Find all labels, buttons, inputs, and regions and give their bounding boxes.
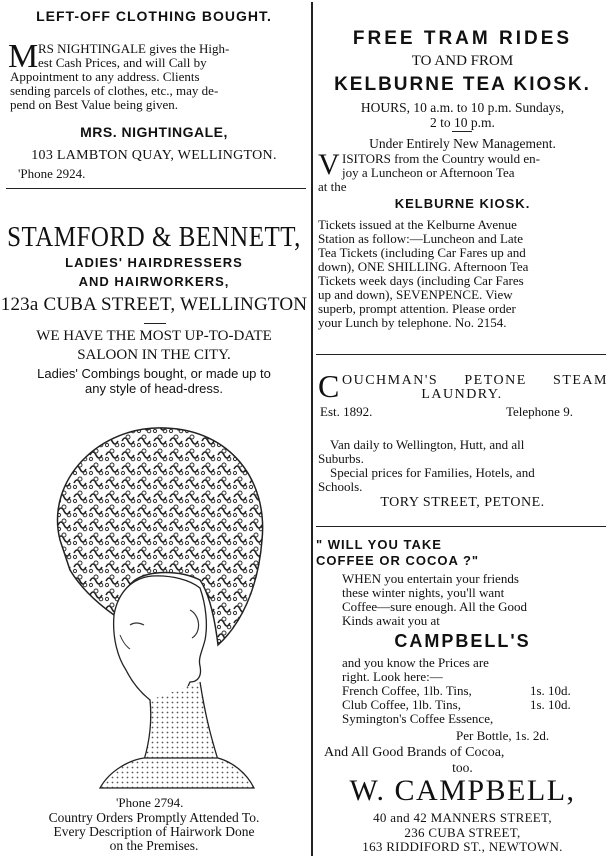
right-column	[316, 0, 609, 856]
stamford-title: STAMFORD & BENNETT,	[7, 221, 301, 253]
kiosk-title: FREE TRAM RIDES	[352, 28, 573, 49]
kiosk-tickets-2: Station as follow:—Luncheon and Late	[318, 231, 524, 246]
lady-portrait-illustration	[40, 420, 270, 790]
stamford-saloon-2: SALOON IN THE CITY.	[77, 347, 231, 363]
ad-divider	[316, 354, 606, 355]
campbell-item-3-name: Symington's Coffee Essence,	[342, 711, 494, 726]
laundry-van-2: Suburbs.	[318, 451, 364, 466]
campbell-name: W. CAMPBELL,	[349, 774, 576, 807]
stamford-sub-2: AND HAIRWORKERS,	[78, 274, 230, 289]
clothing-line-5: pend on Best Value being given.	[10, 97, 179, 112]
stamford-footer-1: Country Orders Promptly Attended To.	[48, 810, 260, 825]
laundry-special-1: Special prices for Families, Hotels, and	[330, 465, 535, 480]
campbell-head-2: COFFEE OR COCOA ?"	[316, 553, 480, 568]
kiosk-tickets-6: up and down), SEVENPENCE. View	[318, 287, 513, 302]
campbell-prices-1: and you know the Prices are	[342, 655, 489, 670]
kiosk-tickets-5: Tickets week days (including Car Fares	[318, 273, 524, 288]
stamford-combings-2: any style of head-dress.	[84, 381, 224, 396]
clothing-address: 103 LAMBTON QUAY, WELLINGTON.	[31, 148, 277, 163]
short-rule	[144, 323, 166, 324]
campbell-item-1-name: French Coffee, 1lb. Tins,	[342, 683, 472, 698]
campbell-prices-2: right. Look here:—	[342, 669, 443, 684]
campbell-when-4: Kinds await you at	[342, 613, 440, 628]
laundry-title-1: OUCHMAN'S PETONE STEAM	[342, 373, 608, 388]
kiosk-tickets-3: Tea Tickets (including Car Fares up and	[318, 245, 526, 260]
clothing-name: MRS. NIGHTINGALE,	[80, 124, 228, 140]
campbell-head-1: " WILL YOU TAKE	[316, 537, 442, 552]
kiosk-sub: TO AND FROM	[411, 53, 514, 69]
campbell-when-3: Coffee—sure enough. All the Good	[342, 599, 527, 614]
kiosk-hours-1: HOURS, 10 a.m. to 10 p.m. Sundays,	[360, 100, 565, 115]
kiosk-tickets-1: Tickets issued at the Kelburne Avenue	[318, 217, 517, 232]
kiosk-hours-2: 2 to 10 p.m.	[430, 115, 495, 130]
stamford-saloon-1: WE HAVE THE MOST UP-TO-DATE	[36, 328, 272, 344]
laundry-special-2: Schools.	[318, 479, 363, 494]
campbell-address-3: 163 RIDDIFORD ST., NEWTOWN.	[362, 839, 563, 854]
campbell-when-1: WHEN you entertain your friends	[342, 571, 519, 586]
campbell-address-1: 40 and 42 MANNERS STREET,	[373, 810, 552, 825]
clothing-heading: LEFT-OFF CLOTHING BOUGHT.	[36, 8, 272, 24]
kiosk-tickets-4: down), ONE SHILLING. Afternoon Tea	[318, 259, 529, 274]
clothing-line-2: est Cash Prices, and will Call by	[38, 55, 207, 70]
ad-divider	[316, 526, 606, 527]
campbell-item-2-name: Club Coffee, 1lb. Tins,	[342, 697, 461, 712]
laundry-est: Est. 1892.	[320, 404, 373, 419]
campbell-brands-2: too.	[452, 760, 473, 775]
stamford-combings-1: Ladies' Combings bought, or made up to	[37, 366, 271, 381]
campbell-when-2: these winter nights, you'll want	[342, 585, 505, 600]
kiosk-kiosk-name: KELBURNE KIOSK.	[394, 196, 531, 211]
clothing-line-3: Appointment to any address. Clients	[10, 69, 200, 84]
campbell-address-2: 236 CUBA STREET,	[404, 825, 521, 840]
clothing-line-4: sending parcels of clothes, etc., may de-	[10, 83, 219, 98]
campbell-item-2-price: 1s. 10d.	[530, 697, 571, 712]
campbell-per-bottle: Per Bottle, 1s. 2d.	[456, 728, 550, 743]
kiosk-visitors-2: joy a Luncheon or Afternoon Tea	[342, 165, 515, 180]
kiosk-tickets-8: your Lunch by telephone. No. 2154.	[318, 315, 507, 330]
laundry-van-1: Van daily to Wellington, Hutt, and all	[330, 437, 525, 452]
kiosk-visitors-3: at the	[318, 179, 347, 194]
ad-divider	[6, 188, 306, 189]
clothing-drop-cap: M	[8, 38, 39, 75]
stamford-phone: 'Phone 2794.	[116, 795, 184, 810]
laundry-title-2: LAUNDRY.	[421, 387, 503, 402]
stamford-sub-1: LADIES' HAIRDRESSERS	[65, 255, 243, 270]
kiosk-name: KELBURNE TEA KIOSK.	[334, 74, 591, 95]
laundry-telephone: Telephone 9.	[506, 404, 573, 419]
laundry-address: TORY STREET, PETONE.	[380, 495, 545, 510]
short-rule	[452, 131, 472, 132]
campbell-brand: CAMPBELL'S	[394, 631, 531, 651]
kiosk-tickets-7: superb, prompt attention. Please order	[318, 301, 516, 316]
column-rule	[311, 2, 313, 856]
campbell-item-1-price: 1s. 10d.	[530, 683, 571, 698]
campbell-brands-1: And All Good Brands of Cocoa,	[324, 745, 505, 760]
stamford-footer-3: on the Premises.	[109, 838, 199, 853]
laundry-drop-cap: C	[318, 368, 340, 404]
kiosk-drop-cap: V	[318, 148, 340, 181]
stamford-footer-2: Every Description of Hairwork Done	[53, 824, 255, 839]
kiosk-management: Under Entirely New Management.	[369, 136, 556, 151]
stamford-address: 123a CUBA STREET, WELLINGTON	[0, 294, 308, 315]
kiosk-visitors-1: ISITORS from the Country would en-	[342, 151, 540, 166]
clothing-phone: 'Phone 2924.	[18, 166, 86, 181]
clothing-line-1: RS NIGHTINGALE gives the High-	[38, 41, 230, 56]
